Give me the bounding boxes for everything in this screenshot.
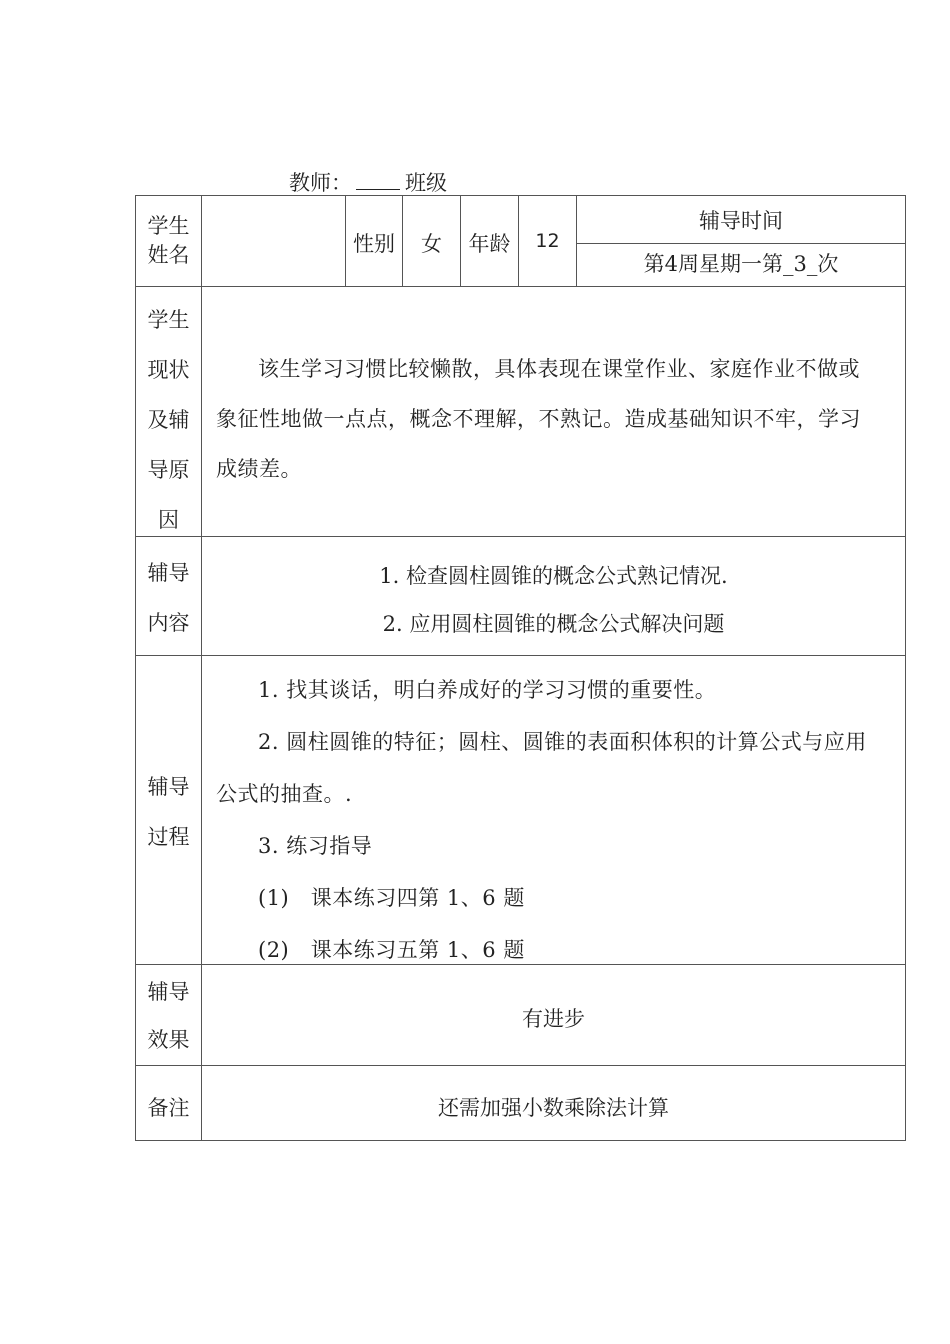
teacher-label: 教师： (289, 171, 352, 195)
status-text-line: 成绩差。 (216, 457, 302, 481)
content-item-2: 2. 应用圆柱圆锥的概念公式解决问题 (382, 612, 725, 636)
gender-label: 性别 (353, 232, 395, 256)
remark-value: 还需加强小数乘除法计算 (438, 1096, 669, 1120)
process-item-1: 1. 找其谈话，明白养成好的学习习惯的重要性。 (258, 678, 717, 702)
class-label: 班级 (405, 171, 447, 195)
tutoring-time-label: 辅导时间 (699, 209, 783, 233)
status-text (216, 344, 888, 494)
status-text-line: 该生学习习惯比较懒散，具体表现在课堂作业、家庭作业不做或 (258, 357, 860, 381)
process-item-2-cont: 公式的抽查。. (216, 782, 353, 806)
process-sub-1: (1) 课本练习四第 1、6 题 (258, 886, 525, 910)
content-item-1: 1. 检查圆柱圆锥的概念公式熟记情况. (379, 564, 728, 588)
remark-label: 备注 (147, 1096, 190, 1120)
process-item-2: 2. 圆柱圆锥的特征；圆柱、圆锥的表面积体积的计算公式与应用 (258, 730, 867, 754)
process-item-3: 3. 练习指导 (258, 834, 373, 858)
teacher-blank (356, 173, 400, 190)
content-label: 辅导 内容 (147, 561, 190, 635)
status-text-line: 象征性地做一点点，概念不理解，不熟记。造成基础知识不牢，学习 (216, 407, 861, 431)
age-value: 12 (535, 230, 560, 252)
effect-label: 辅导 效果 (147, 980, 190, 1052)
gender-value: 女 (421, 232, 442, 256)
header-line (289, 170, 447, 196)
process-sub-2: (2) 课本练习五第 1、6 题 (258, 938, 525, 962)
process-label: 辅导 过程 (147, 775, 190, 849)
status-label: 学生 现状 及辅 导原 因 (147, 308, 190, 532)
student-name-label: 学生 姓名 (147, 214, 190, 267)
tutoring-time-value: 第4周星期一第_3_次 (643, 252, 839, 276)
process-text (216, 664, 888, 976)
effect-value: 有进步 (522, 1007, 585, 1031)
age-label: 年龄 (468, 232, 511, 256)
